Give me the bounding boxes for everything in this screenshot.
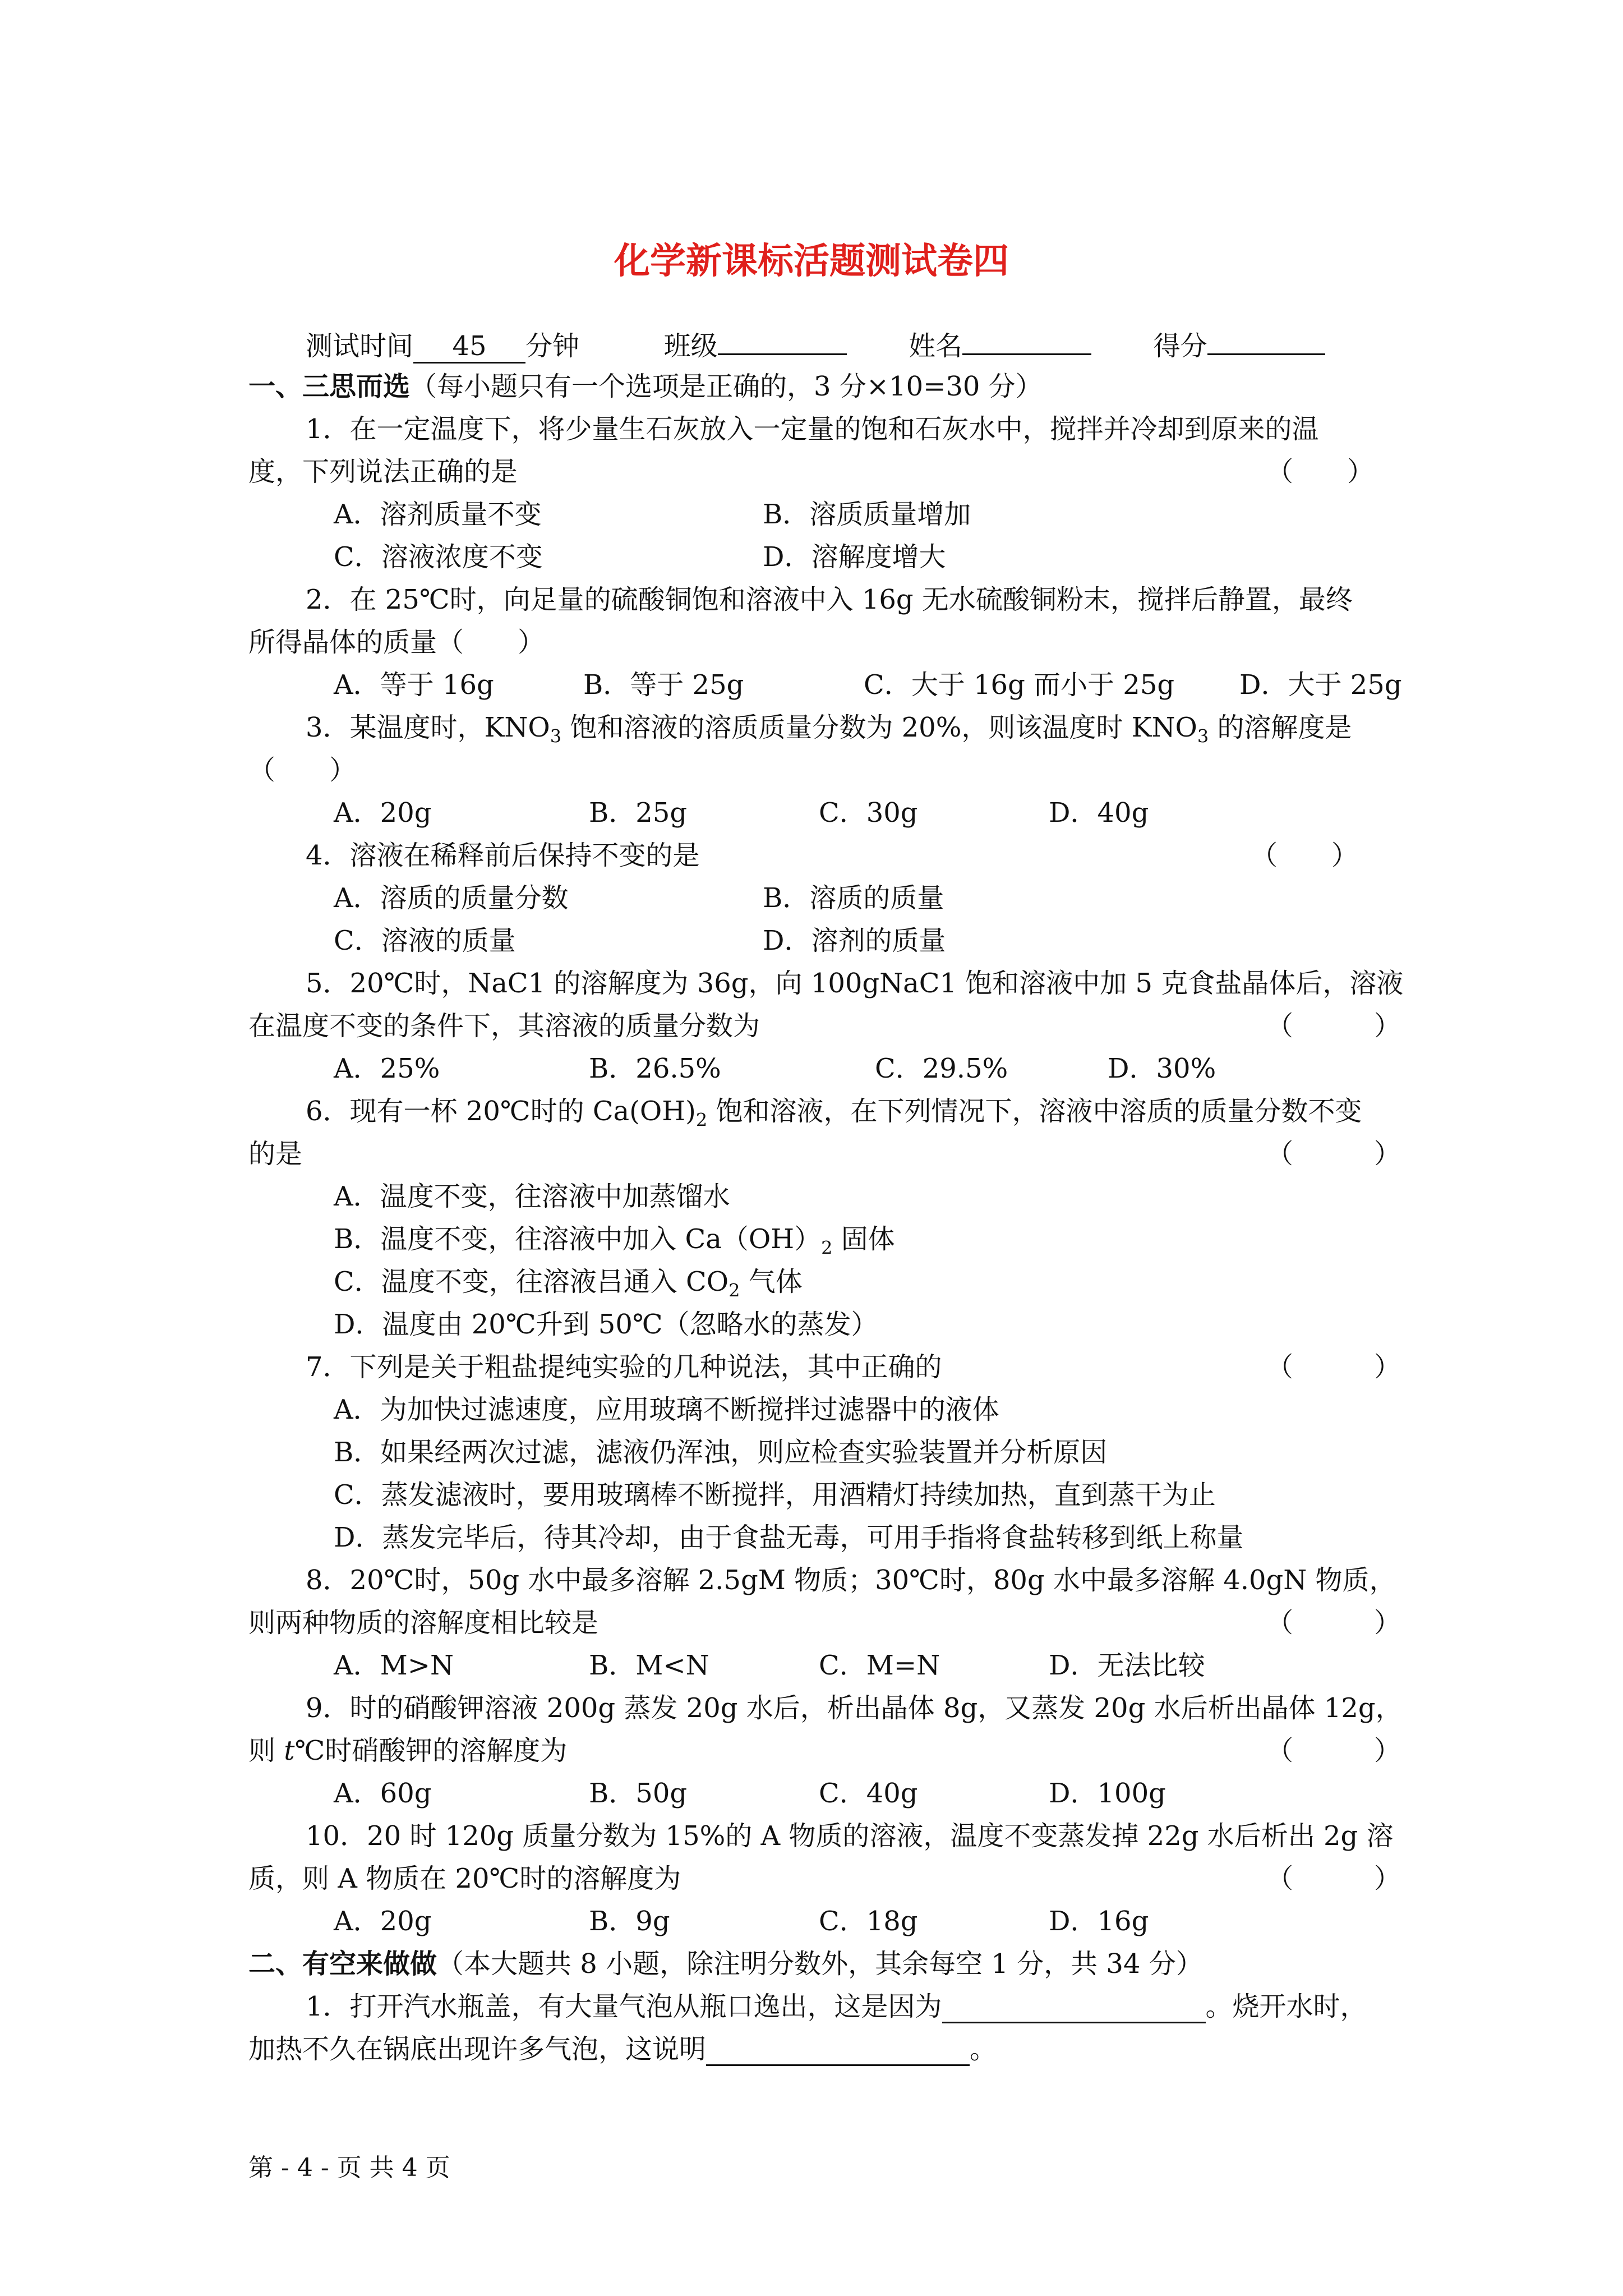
- s2-q1-blank-1[interactable]: [942, 1994, 1206, 2023]
- q8-stem-line2: 则两种物质的溶解度相比较是: [248, 1607, 599, 1639]
- q6-option-c[interactable]: C．温度不变，往溶液吕通入 $CO_2$ 气体: [334, 1266, 803, 1301]
- q3-option-c[interactable]: C．30g: [819, 797, 918, 829]
- s2-q1-line2: 加热不久在锅底出现许多气泡，这说明 。: [248, 2033, 997, 2065]
- q4-option-c[interactable]: C．溶液的质量: [334, 925, 516, 956]
- q2-stem-line1: 2．在 25℃时，向足量的硫酸铜饱和溶液中入 16g 无水硫酸铜粉末，搅拌后静置，最终: [306, 584, 1353, 615]
- q6-option-d[interactable]: D．温度由 20℃升到 50℃（忽略水的蒸发）: [334, 1309, 878, 1340]
- class-label: 班级: [663, 330, 718, 362]
- q7-answer-paren[interactable]: （ ）: [1266, 1351, 1401, 1383]
- section-2-heading: 二、有空来做做（本大题共 8 小题，除注明分数外，其余每空 1 分，共 34 分）: [248, 1948, 1203, 1980]
- q6-answer-paren[interactable]: （ ）: [1266, 1138, 1401, 1170]
- q4-option-d[interactable]: D．溶剂的质量: [763, 925, 946, 956]
- q8-option-a[interactable]: A．M>N: [334, 1650, 454, 1681]
- q1-answer-paren[interactable]: （ ）: [1266, 456, 1375, 487]
- q8-stem-line1: 8．20℃时，50g 水中最多溶解 2.5gM 物质；30℃时，80g 水中最多溶解 4.0gN 物质，: [306, 1565, 1396, 1596]
- q5-option-d[interactable]: D．30%: [1108, 1053, 1216, 1084]
- q4-answer-paren[interactable]: （ ）: [1251, 840, 1359, 871]
- q9-option-b[interactable]: B．50g: [589, 1778, 688, 1809]
- s2-q1-blank-2[interactable]: [706, 2036, 970, 2066]
- q3-option-a[interactable]: A．20g: [334, 797, 432, 829]
- q2-option-b[interactable]: B．等于 25g: [583, 669, 744, 701]
- q1-option-a[interactable]: A．溶剂质量不变: [334, 499, 542, 530]
- section-1-note: （每小题只有一个选项是正确的，3 分×10=30 分）: [410, 371, 1043, 402]
- section-1-heading: 一、三思而选（每小题只有一个选项是正确的，3 分×10=30 分）: [248, 371, 1043, 402]
- q5-option-c[interactable]: C．29.5%: [875, 1053, 1008, 1084]
- name-label: 姓名: [909, 330, 963, 362]
- q8-option-d[interactable]: D．无法比较: [1049, 1650, 1205, 1681]
- q10-stem-line2: 质，则 A 物质在 20℃时的溶解度为: [248, 1863, 681, 1894]
- q6-option-a[interactable]: A．温度不变，往溶液中加蒸馏水: [334, 1181, 730, 1212]
- s2-q1-line1: 1．打开汽水瓶盖，有大量气泡从瓶口逸出，这是因为 。烧开水时，: [306, 1991, 1367, 2022]
- q10-option-c[interactable]: C．18g: [819, 1906, 918, 1937]
- q2-option-a[interactable]: A．等于 16g: [334, 669, 494, 701]
- q5-option-b[interactable]: B．26.5%: [589, 1053, 721, 1084]
- q6-stem-line2: 的是: [248, 1138, 303, 1170]
- time-value: 45: [413, 330, 525, 364]
- q8-option-c[interactable]: C．M=N: [819, 1650, 940, 1681]
- q5-option-a[interactable]: A．25%: [334, 1053, 440, 1084]
- exam-header: [306, 324, 1325, 364]
- q1-stem-line1: 1．在一定温度下，将少量生石灰放入一定量的饱和石灰水中，搅拌并冷却到原来的温: [306, 413, 1319, 445]
- q5-stem-line1: 5．20℃时，NaC1 的溶解度为 36g，向 100gNaC1 饱和溶液中加 5 克食盐晶体后，溶液: [306, 968, 1404, 999]
- q4-stem: 4．溶液在稀释前后保持不变的是: [306, 840, 700, 871]
- page-footer: 第 - 4 - 页 共 4 页: [248, 2154, 450, 2182]
- q5-answer-paren[interactable]: （ ）: [1266, 1010, 1401, 1042]
- q9-option-d[interactable]: D．100g: [1049, 1778, 1166, 1809]
- q2-stem-line2: 所得晶体的质量（ ）: [248, 627, 545, 658]
- time-unit: 分钟: [525, 330, 580, 362]
- q9-answer-paren[interactable]: （ ）: [1266, 1735, 1401, 1766]
- q1-stem-line2: 度，下列说法正确的是: [248, 456, 518, 487]
- q2-option-d[interactable]: D．大于 25g: [1239, 669, 1402, 701]
- q3-answer-paren[interactable]: （ ）: [248, 754, 357, 786]
- time-label: 测试时间: [306, 330, 414, 362]
- q3-stem-line1: 3．某温度时，$KNO_3$ 饱和溶液的溶质质量分数为 20%，则该温度时 $KNO_3$ 的溶解度是: [306, 712, 1352, 747]
- q10-option-d[interactable]: D．16g: [1049, 1906, 1149, 1937]
- q9-stem-line2: 则 t℃时硝酸钾的溶解度为: [248, 1735, 568, 1766]
- page-title: 化学新课标活题测试卷四: [614, 241, 1009, 282]
- q7-option-c[interactable]: C．蒸发滤液时，要用玻璃棒不断搅拌，用酒精灯持续加热，直到蒸干为止: [334, 1479, 1216, 1511]
- q6-stem-line1: 6．现有一杯 20℃时的 $Ca(OH)_2$ 饱和溶液，在下列情况下，溶液中溶质的质量分数不变: [306, 1096, 1362, 1131]
- q5-stem-line2: 在温度不变的条件下，其溶液的质量分数为: [248, 1010, 760, 1042]
- q9-stem-line1: 9．时的硝酸钾溶液 200g 蒸发 20g 水后，析出晶体 8g，又蒸发 20g 水后析出晶体 12g，: [306, 1692, 1403, 1724]
- q6-option-b[interactable]: B．温度不变，往溶液中加入 $Ca(OH)_2$ 固体: [334, 1223, 895, 1259]
- q10-option-b[interactable]: B．9g: [589, 1906, 670, 1937]
- section-2-note: （本大题共 8 小题，除注明分数外，其余每空 1 分，共 34 分）: [437, 1948, 1203, 1980]
- q10-stem-line1: 10．20 时 120g 质量分数为 15%的 A 物质的溶液，温度不变蒸发掉 22g 水后析出 2g 溶: [306, 1820, 1394, 1852]
- score-field[interactable]: [1207, 353, 1325, 355]
- q10-option-a[interactable]: A．20g: [334, 1906, 432, 1937]
- q7-option-d[interactable]: D．蒸发完毕后，待其冷却，由于食盐无毒，可用手指将食盐转移到纸上称量: [334, 1522, 1244, 1553]
- q10-answer-paren[interactable]: （ ）: [1266, 1863, 1401, 1894]
- q3-option-d[interactable]: D．40g: [1049, 797, 1149, 829]
- name-field[interactable]: [962, 353, 1091, 355]
- q7-option-a[interactable]: A．为加快过滤速度，应用玻璃不断搅拌过滤器中的液体: [334, 1394, 999, 1425]
- q4-option-a[interactable]: A．溶质的质量分数: [334, 882, 569, 914]
- q1-option-d[interactable]: D．溶解度增大: [763, 541, 946, 573]
- q3-option-b[interactable]: B．25g: [589, 797, 688, 829]
- q4-option-b[interactable]: B．溶质的质量: [763, 882, 944, 914]
- q9-option-c[interactable]: C．40g: [819, 1778, 918, 1809]
- q9-option-a[interactable]: A．60g: [334, 1778, 432, 1809]
- q8-answer-paren[interactable]: （ ）: [1266, 1607, 1401, 1639]
- q1-option-c[interactable]: C．溶液浓度不变: [334, 541, 543, 573]
- class-field[interactable]: [718, 353, 847, 355]
- q2-option-c[interactable]: C．大于 16g 而小于 25g: [864, 669, 1175, 701]
- q1-option-b[interactable]: B．溶质质量增加: [763, 499, 971, 530]
- q7-option-b[interactable]: B．如果经两次过滤，滤液仍浑浊，则应检查实验装置并分析原因: [334, 1437, 1108, 1468]
- q7-stem: 7．下列是关于粗盐提纯实验的几种说法，其中正确的: [306, 1351, 942, 1383]
- q8-option-b[interactable]: B．M<N: [589, 1650, 709, 1681]
- score-label: 得分: [1153, 330, 1207, 362]
